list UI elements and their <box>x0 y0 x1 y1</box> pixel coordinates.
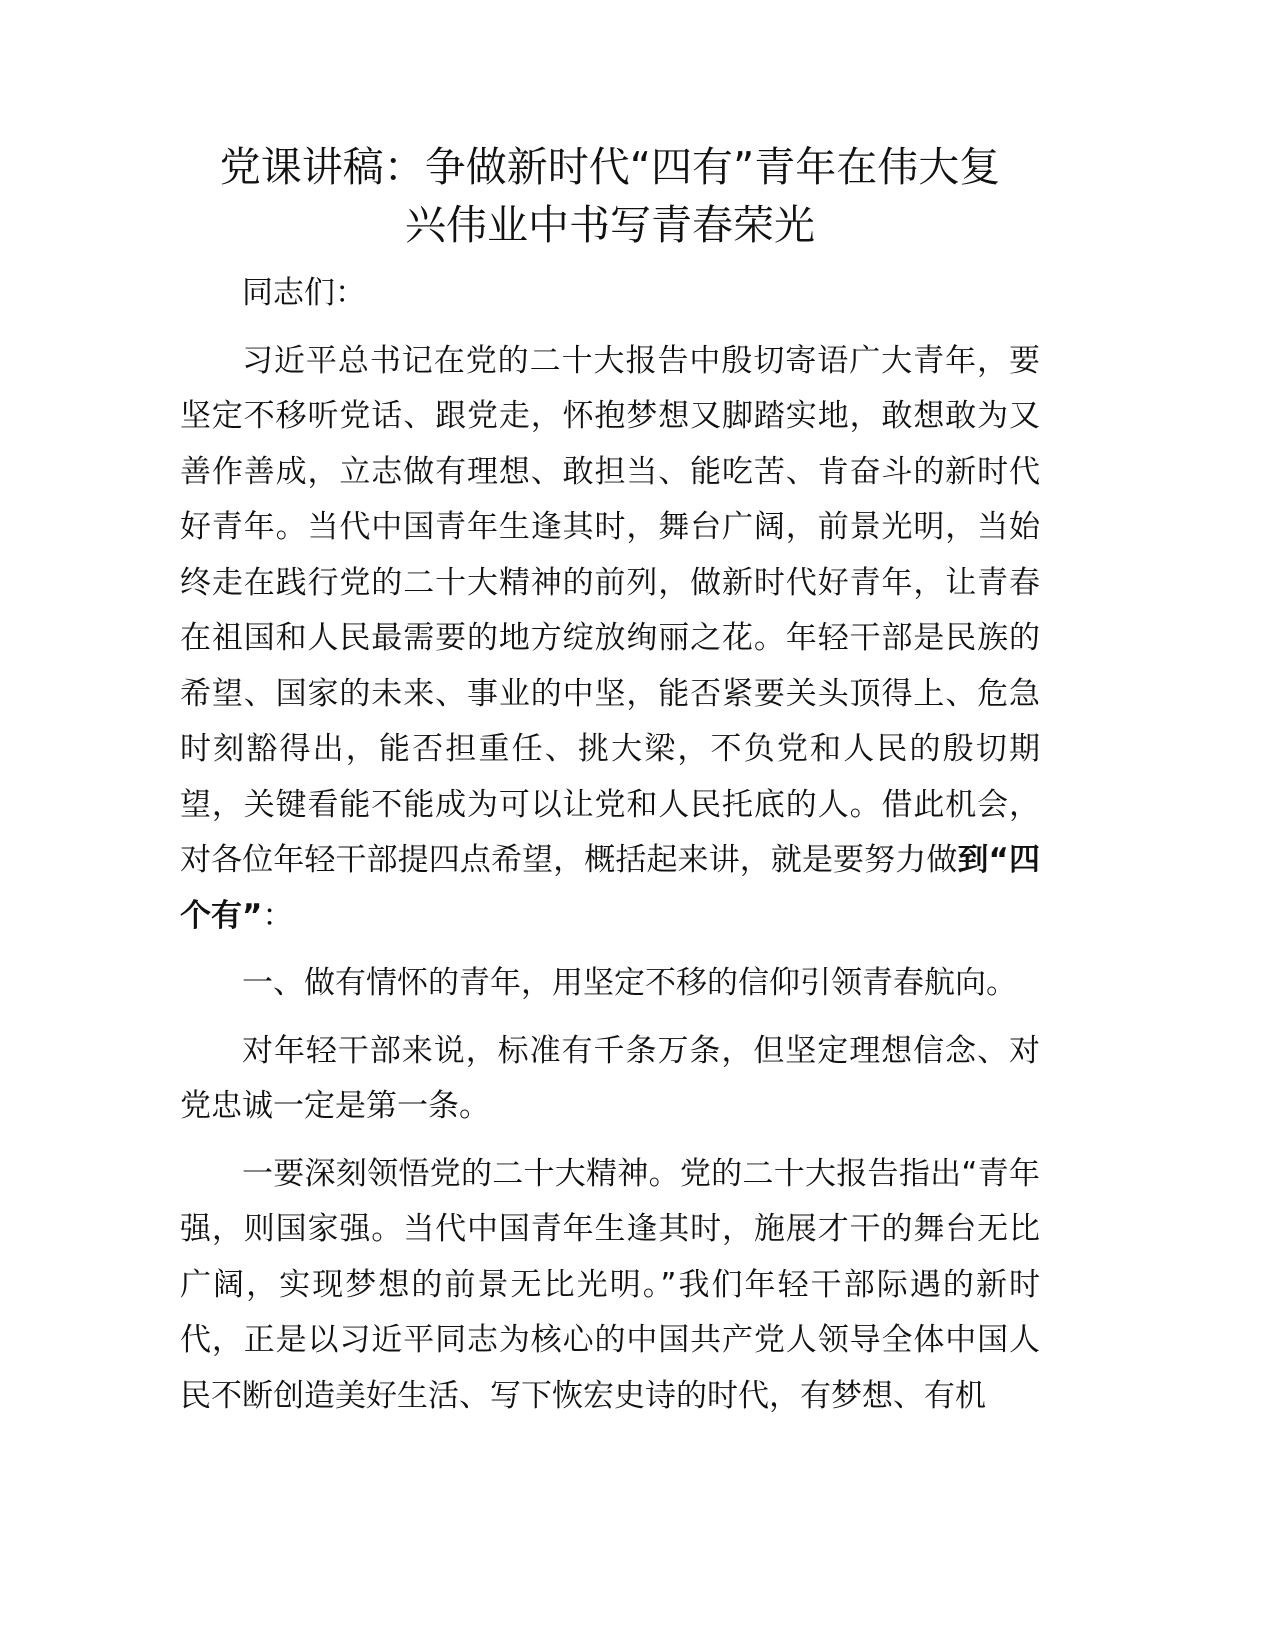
section-heading-1: 一、做有情怀的青年，用坚定不移的信仰引领青春航向。 <box>242 965 1017 1001</box>
intro-text: 习近平总书记在党的二十大报告中殷切寄语广大青年，要坚定不移听党话、跟党走，怀抱梦想又脚踏实地，敢想敢为又善作善成，立志做有理想、敢担当、能吃苦、肯奋斗的新时代好青年。当代中国青年生逢其时，舞台广阔，前景光明，当始终走在践行党的二十大精神的前列，做新时代好青年，让青春在祖国和人民最需要的地方绽放绚丽之花。年轻干部是民族的希望、国家的未来、事业的中坚，能否紧要关头顶得上、危急时刻豁得出，能否担重任、挑大梁，不负党和人民的殷切期望，关键看能不能成为可以让党和人民托底的人。借此机会，对各位年轻干部提四点希望，概括起来讲，就是要努力做 <box>180 342 1040 878</box>
document-title <box>180 138 1040 254</box>
body-paragraph-1: 对年轻干部来说，标准有千条万条，但坚定理想信念、对党忠诚一定是第一条。 <box>180 1032 1040 1124</box>
title-line-1: 党课讲稿：争做新时代“四有”青年在伟大复 <box>219 143 1001 191</box>
salutation-paragraph: 同志们： <box>242 275 366 311</box>
intro-bold-tail: 到“四个有” <box>180 842 1041 934</box>
title-line-2: 兴伟业中书写青春荣光 <box>405 201 815 249</box>
body-paragraph-2: 一要深刻领悟党的二十大精神。党的二十大报告指出“青年强，则国家强。当代中国青年生逢其时，施展才干的舞台无比广阔，实现梦想的前景无比光明。”我们年轻干部际遇的新时代，正是以习近平同志为核心的中国共产党人领导全体中国人民不断创造美好生活、写下恢宏史诗的时代，有梦想、有机 <box>180 1155 1040 1414</box>
intro-paragraph <box>180 334 1040 945</box>
intro-tail: ： <box>262 897 294 934</box>
document-page <box>180 138 1040 1436</box>
